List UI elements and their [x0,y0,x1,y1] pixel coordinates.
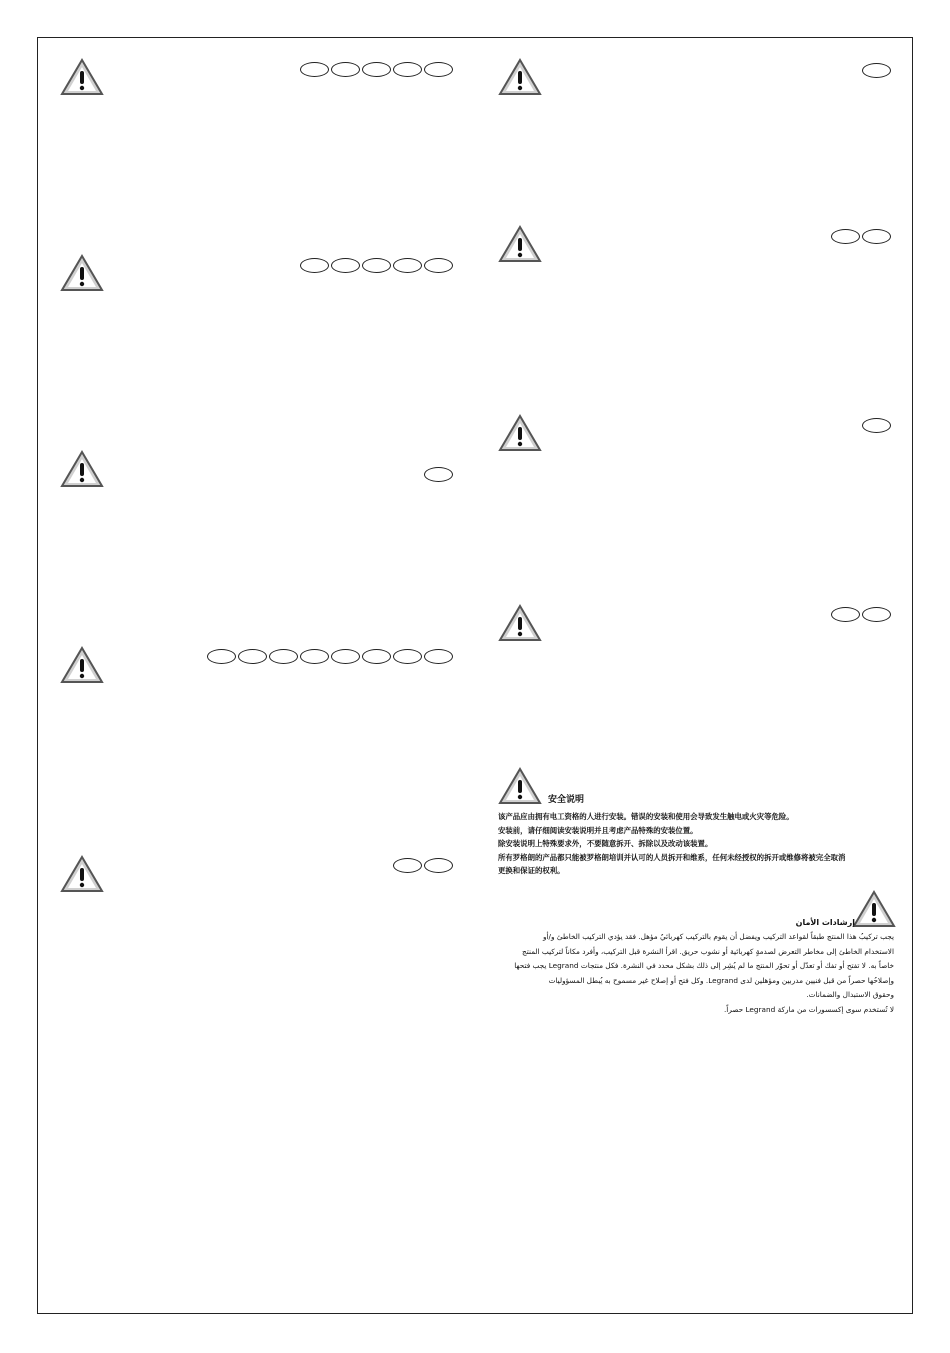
language-oval [331,62,360,77]
chinese-safety-text [498,810,898,878]
language-oval [393,649,422,664]
language-oval [362,649,391,664]
chinese-safety-line: 该产品应由拥有电工资格的人进行安装。错误的安装和使用会导致发生触电或火灾等危险。 [498,812,794,821]
warning-triangle-icon [498,767,542,805]
chinese-safety-title: 安全说明 [548,795,585,805]
arabic-safety-line: لا تُستخدم سوى إكسسورات من ماركة Legrand حصراً. [723,1004,894,1014]
chinese-safety-line: 更换和保证的权利。 [498,866,565,876]
arabic-safety-text [500,930,894,1017]
warning-triangle-icon [498,58,542,96]
arabic-safety-line: وإصلاحُها حصراً من قبل فنيين مدربين ومؤهلين لدى Legrand. وكل فتح أو إصلاح غير مسموح به يُبطل المسؤوليات [548,975,894,985]
language-oval-group [862,418,891,434]
language-oval-group [424,467,453,483]
language-oval [300,258,329,273]
language-oval [831,607,860,622]
language-oval [424,858,453,873]
language-oval [207,649,236,664]
language-oval [362,258,391,273]
chinese-safety-line: 所有罗格朗的产品都只能被罗格朗培训并认可的人员拆开和维系，任何未经授权的拆开或维修将被完全取消 [498,852,846,862]
language-oval [331,258,360,273]
language-oval [238,649,267,664]
chinese-safety-line: 安装前，请仔细阅读安装说明并且考虑产品特殊的安装位置。 [498,825,698,835]
warning-triangle-icon [60,450,104,488]
language-oval-group [207,649,453,665]
language-oval-group [862,63,891,79]
language-oval [862,418,891,433]
arabic-safety-line: يجب تركيبُ هذا المنتج طبقاً لقواعد التركيب ويفضل أن يقوم بالتركيب كهربائيٌ مؤهل. فقد يؤدي التركيب الخاطئ و/أو [542,932,894,941]
language-oval [424,62,453,77]
arabic-safety-line: الاستخدام الخاطئ إلى مخاطر التعرض لصدمةٍ كهربائية أو نشوب حريق. اقرأ النشرة قبل التركيب، وأفرد مكاناً لتركيب المنتج [522,946,894,956]
language-oval [331,649,360,664]
language-oval [362,62,391,77]
language-oval [424,649,453,664]
language-oval [300,62,329,77]
warning-triangle-icon [498,225,542,263]
warning-triangle-icon [60,855,104,893]
language-oval-group [300,62,453,78]
arabic-safety-line: خاصاً به. لا تفتح أو تفك أو تعدّل أو تحوّر المنتج ما لم يُشِر إلى ذلك بشكل محدد في النشرة. فكل منتجات Legrand يجب فتحها [514,961,894,970]
arabic-safety-line: وحقوق الاستبدال والضمانات. [806,990,894,999]
language-oval [424,258,453,273]
language-oval [862,63,891,78]
language-oval [300,649,329,664]
language-oval [862,229,891,244]
language-oval [269,649,298,664]
language-oval [393,858,422,873]
arabic-safety-title: إرشادات الأمان [795,918,855,927]
language-oval-group [831,229,891,245]
language-oval [831,229,860,244]
language-oval [424,467,453,482]
language-oval-group [300,258,453,274]
warning-triangle-icon [60,254,104,292]
warning-triangle-icon [498,414,542,452]
warning-triangle-icon [498,604,542,642]
language-oval [393,258,422,273]
language-oval-group [393,858,453,874]
warning-triangle-icon [60,58,104,96]
warning-triangle-icon [852,890,896,928]
chinese-safety-line: 除安装说明上特殊要求外，不要随意拆开、拆除以及改动该装置。 [498,839,713,849]
warning-triangle-icon [60,646,104,684]
language-oval [862,607,891,622]
language-oval-group [831,607,891,623]
language-oval [393,62,422,77]
page-frame [37,37,913,1314]
